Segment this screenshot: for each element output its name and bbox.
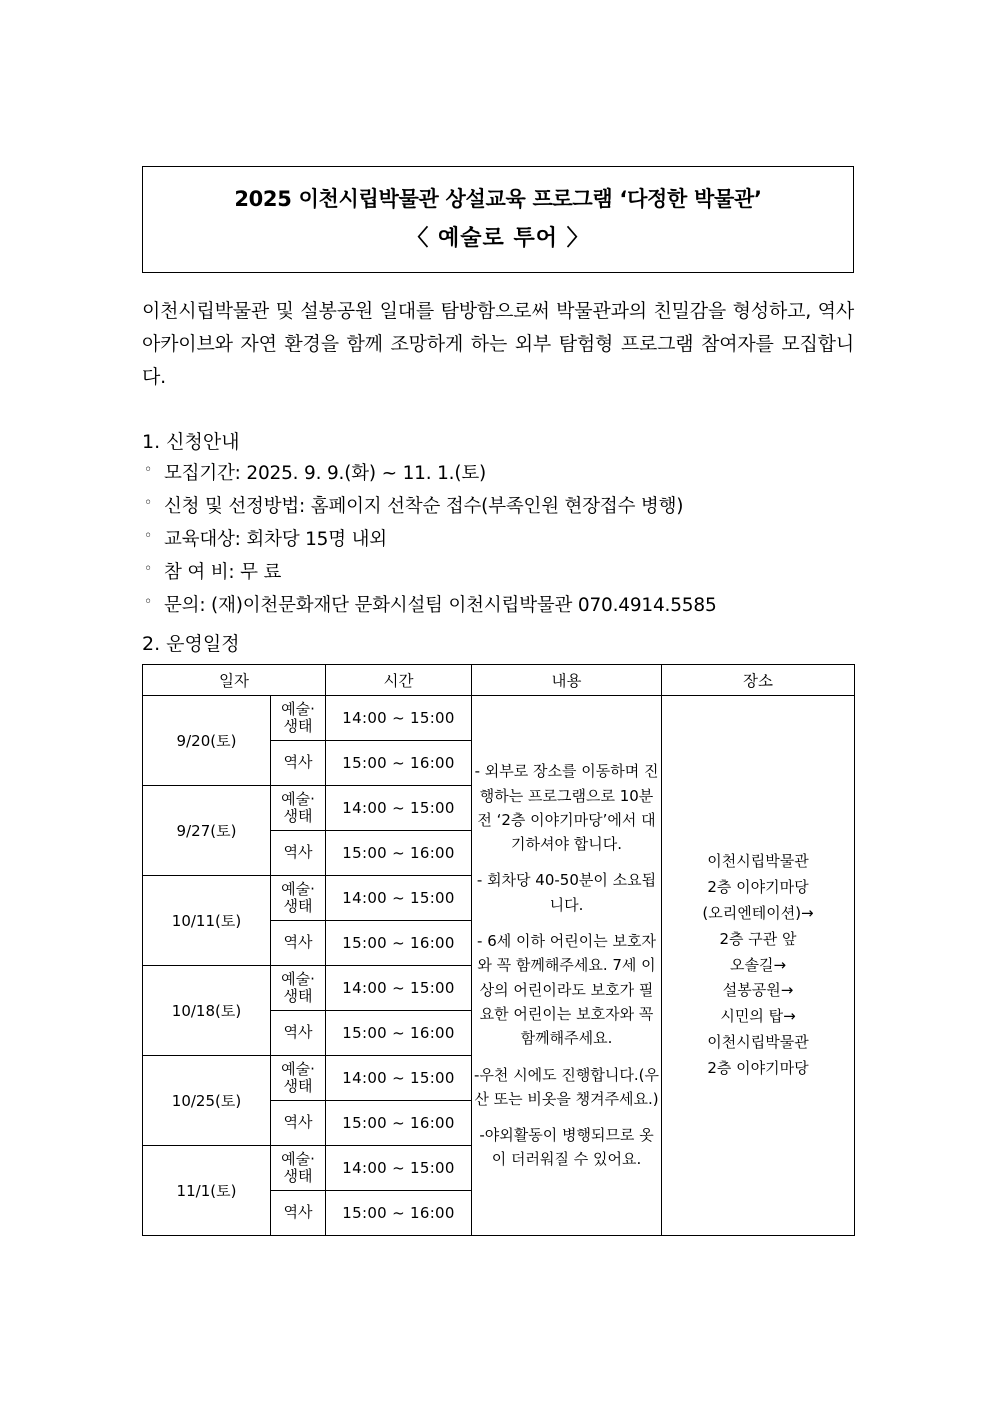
- title-box: [142, 166, 854, 273]
- program-title-line2: 〈 예술로 투어 〉: [406, 226, 590, 252]
- cell-category: 역사: [271, 740, 326, 785]
- program-title-line1: 2025 이천시립박물관 상설교육 프로그램 ‘다정한 박물관’: [234, 187, 762, 211]
- list-item-label: 문의: (재)이천문화재단 문화시설팀 이천시립박물관 070.4914.5585: [164, 595, 717, 617]
- cell-time: 14:00 ~ 15:00: [326, 695, 472, 740]
- cell-category: 역사: [271, 830, 326, 875]
- bullet-icon: ◦: [144, 561, 153, 578]
- cell-date: 10/25(토): [143, 1055, 271, 1145]
- note-text: -야외활동이 병행되므로 옷이 더러워질 수 있어요.: [479, 1126, 654, 1169]
- cell-category: 역사: [271, 920, 326, 965]
- cell-time: 14:00 ~ 15:00: [326, 1055, 472, 1100]
- column-header-date: 일자: [143, 664, 326, 695]
- list-item: [142, 458, 854, 491]
- column-header-place: 장소: [662, 664, 855, 695]
- document-content: [142, 166, 854, 1236]
- list-item: [142, 491, 854, 524]
- column-header-content: 내용: [472, 664, 662, 695]
- note-text: - 외부로 장소를 이동하며 진행하는 프로그램으로 10분 전 ‘2층 이야기마당’에서 대기하셔야 합니다.: [474, 762, 659, 854]
- cell-category: 예술· 생태: [271, 1055, 326, 1100]
- cell-time: 14:00 ~ 15:00: [326, 785, 472, 830]
- cell-time: 15:00 ~ 16:00: [326, 1190, 472, 1235]
- table-header-row: [143, 664, 855, 695]
- list-item-label: 모집기간: 2025. 9. 9.(화) ~ 11. 1.(토): [164, 463, 487, 485]
- list-item-label: 교육대상: 회차당 15명 내외: [164, 529, 387, 551]
- list-item: [142, 524, 854, 557]
- note-text: - 회차당 40-50분이 소요됩니다.: [476, 871, 657, 914]
- cell-notes: [472, 695, 662, 1235]
- bullet-icon: ◦: [144, 495, 153, 512]
- cell-date: 10/11(토): [143, 875, 271, 965]
- cell-time: 15:00 ~ 16:00: [326, 830, 472, 875]
- cell-date: 9/20(토): [143, 695, 271, 785]
- cell-category: 예술· 생태: [271, 965, 326, 1010]
- cell-time: 15:00 ~ 16:00: [326, 1100, 472, 1145]
- cell-time: 14:00 ~ 15:00: [326, 965, 472, 1010]
- cell-time: 14:00 ~ 15:00: [326, 875, 472, 920]
- table-row: [143, 695, 855, 740]
- list-item: [142, 557, 854, 590]
- cell-date: 10/18(토): [143, 965, 271, 1055]
- cell-category: 예술· 생태: [271, 695, 326, 740]
- cell-category: 역사: [271, 1190, 326, 1235]
- list-item-label: 참 여 비: 무 료: [164, 562, 282, 584]
- cell-category: 예술· 생태: [271, 1145, 326, 1190]
- cell-date: 9/27(토): [143, 785, 271, 875]
- cell-time: 15:00 ~ 16:00: [326, 1010, 472, 1055]
- cell-category: 예술· 생태: [271, 785, 326, 830]
- cell-time: 15:00 ~ 16:00: [326, 920, 472, 965]
- section-heading-apply: 1. 신청안내: [142, 431, 240, 454]
- note-text: -우천 시에도 진행합니다.(우산 또는 비옷을 챙겨주세요.): [474, 1065, 659, 1108]
- cell-date: 11/1(토): [143, 1145, 271, 1235]
- cell-category: 역사: [271, 1010, 326, 1055]
- list-item: [142, 590, 854, 623]
- list-item-label: 신청 및 선정방법: 홈페이지 선착순 접수(부족인원 현장접수 병행): [164, 496, 684, 518]
- bullet-icon: ◦: [144, 462, 153, 479]
- cell-place: 이천시립박물관 2층 이야기마당 (오리엔테이션)→ 2층 구관 앞 오솔길→ 설봉공원→ 시민의 탑→ 이천시립박물관 2층 이야기마당: [662, 695, 855, 1235]
- cell-time: 14:00 ~ 15:00: [326, 1145, 472, 1190]
- bullet-icon: ◦: [144, 528, 153, 545]
- apply-info-list: [142, 458, 854, 623]
- note-text: - 6세 이하 어린이는 보호자와 꼭 함께해주세요. 7세 이상의 어린이라도 보호가 필요한 어린이는 보호자와 꼭 함께해주세요.: [477, 932, 656, 1048]
- cell-time: 15:00 ~ 16:00: [326, 740, 472, 785]
- column-header-time: 시간: [326, 664, 472, 695]
- intro-paragraph: 이천시립박물관 및 설봉공원 일대를 탐방함으로써 박물관과의 친밀감을 형성하고, 역사 아카이브와 자연 환경을 함께 조망하게 하는 외부 탐험형 프로그램 참여자를 모집합니다.: [142, 300, 854, 388]
- cell-category: 예술· 생태: [271, 875, 326, 920]
- section-heading-schedule: 2. 운영일정: [142, 632, 240, 655]
- cell-category: 역사: [271, 1100, 326, 1145]
- schedule-table: [142, 664, 855, 1236]
- bullet-icon: ◦: [144, 594, 153, 611]
